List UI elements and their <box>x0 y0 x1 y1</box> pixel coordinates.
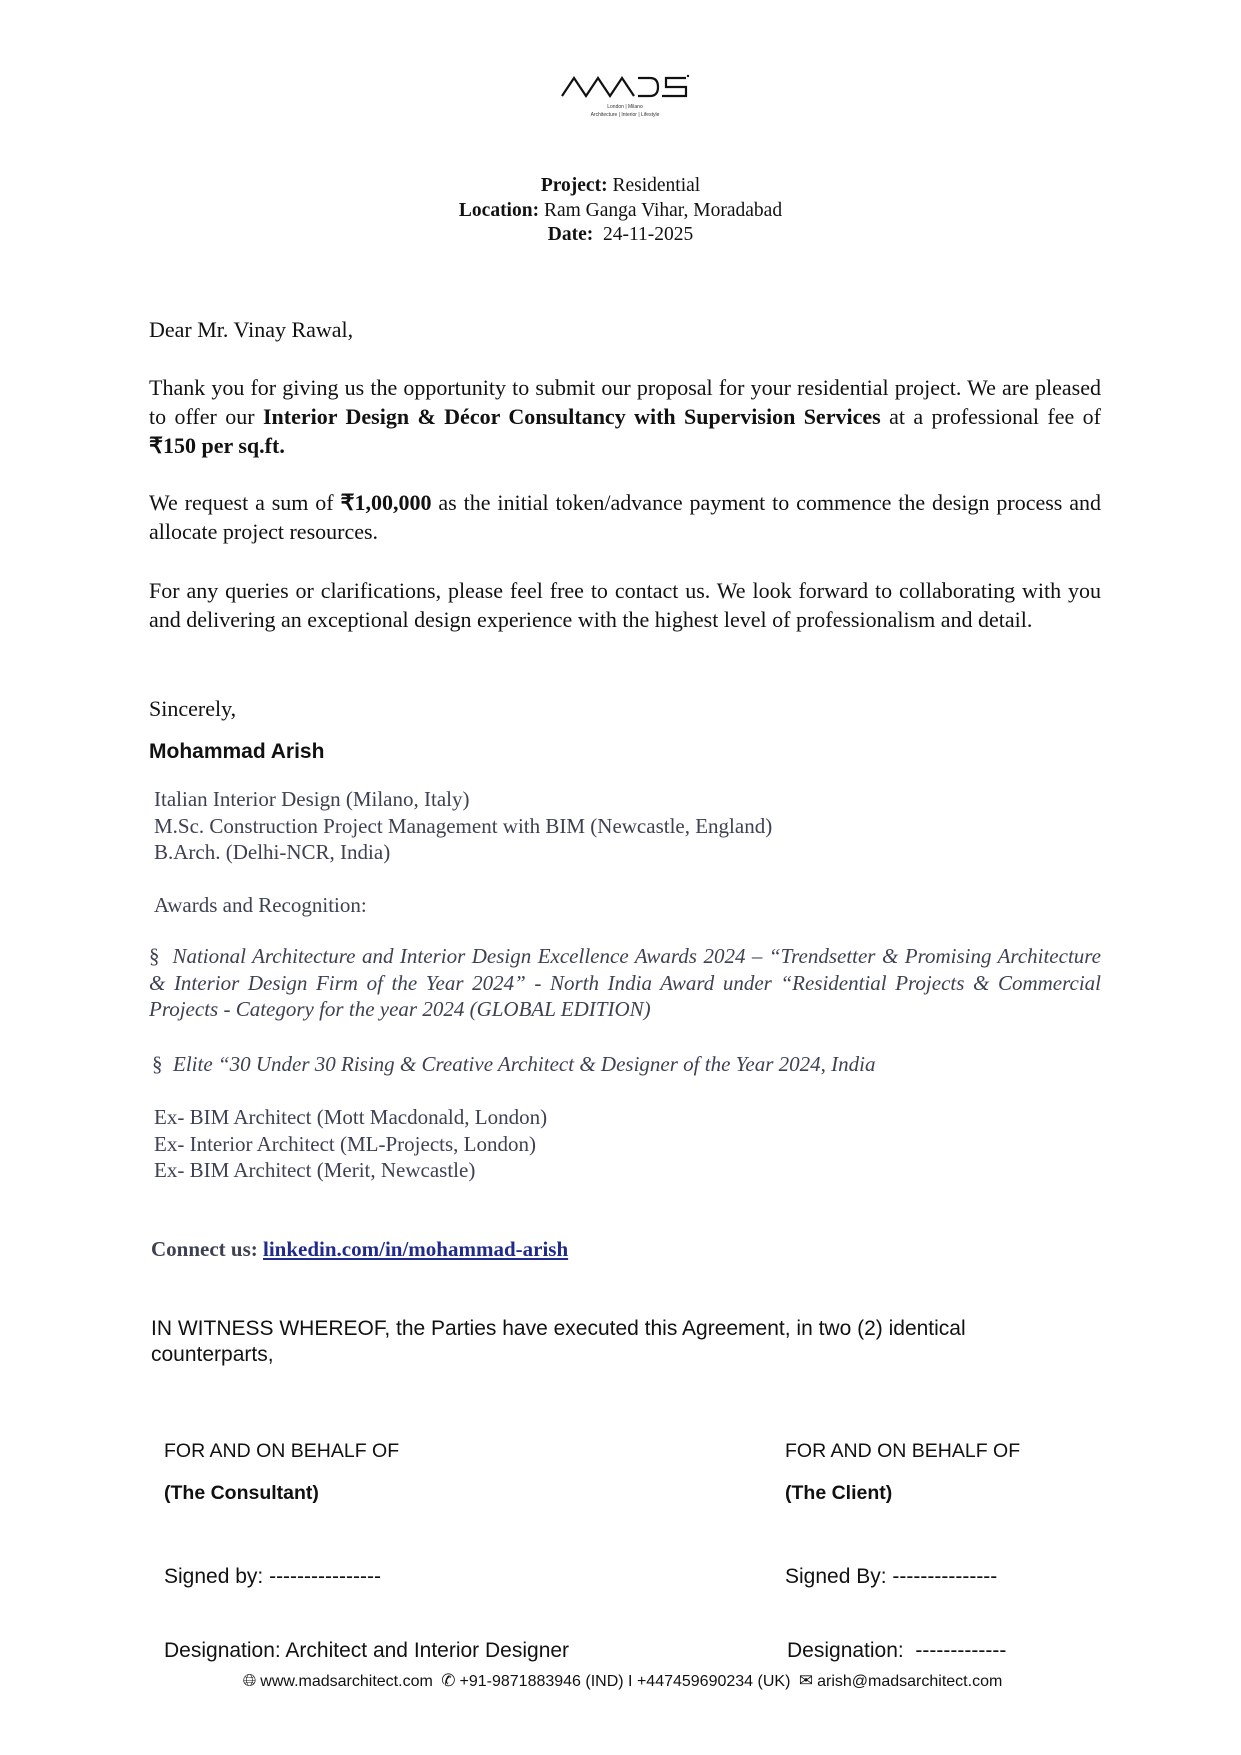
email[interactable]: arish@madsarchitect.com <box>817 1673 1003 1690</box>
award-item <box>152 1050 875 1079</box>
witness-clause: IN WITNESS WHEREOF, the Parties have executed this Agreement, in two (2) identical counterparts, <box>151 1317 966 1366</box>
award-text: National Architecture and Interior Design Excellence Awards 2024 – “Trendsetter & Promising Architecture & Interior Design Firm of the Year 2024” - North India Award under “Residential Projects & Commercial Projects - Category for the year 2024 (GLOBAL EDITION) <box>149 944 1102 1021</box>
date-label: Date: <box>547 224 594 245</box>
phone-numbers: +91-9871883946 (IND) I +447459690234 (UK) <box>459 1673 791 1690</box>
closing: Sincerely, <box>149 696 237 721</box>
signer-name: Mohammad Arish <box>149 740 325 763</box>
qualification: Italian Interior Design (Milano, Italy) <box>154 787 470 811</box>
experience-item: Ex- BIM Architect (Mott Macdonald, London) <box>154 1105 548 1129</box>
client-signed: Signed By: --------------- <box>785 1565 998 1588</box>
location-line <box>0 199 1241 223</box>
client-behalf: FOR AND ON BEHALF OF <box>785 1440 1021 1462</box>
linkedin-link[interactable]: linkedin.com/in/mohammad-arish <box>263 1237 569 1261</box>
advance-amount: ₹1,00,000 <box>340 490 432 515</box>
qualification: M.Sc. Construction Project Management with BIM (Newcastle, England) <box>154 813 773 838</box>
advance-text-2: as the initial token/advance payment to commence the design process and allocate project resources. <box>149 490 1101 544</box>
project-value: Residential <box>607 175 701 196</box>
qualifications <box>154 786 772 866</box>
section-bullet-icon: § <box>149 944 160 968</box>
footer-contact <box>0 1671 1241 1692</box>
advance-text: We request a sum of <box>149 490 341 515</box>
award-text: Elite “30 Under 30 Rising & Creative Architect & Designer of the Year 2024, India <box>173 1052 876 1076</box>
envelope-icon: ✉︎ <box>798 1671 814 1690</box>
phone-icon: ✆ <box>441 1671 456 1690</box>
mads-logo-mark <box>560 74 690 98</box>
offer-text-2: at a professional fee of <box>880 404 1101 429</box>
location-label: Location: <box>458 200 540 221</box>
project-label: Project: <box>540 175 608 196</box>
qualification: B.Arch. (Delhi-NCR, India) <box>154 840 391 864</box>
client-designation: Designation: ------------- <box>787 1639 1007 1662</box>
award-item <box>149 943 1101 1023</box>
connect-line <box>151 1235 568 1264</box>
date-value: 24-11-2025 <box>593 224 694 245</box>
experience-item: Ex- BIM Architect (Merit, Newcastle) <box>154 1158 476 1182</box>
fee: ₹150 per sq.ft. <box>149 433 285 458</box>
connect-label: Connect us: <box>151 1237 264 1261</box>
experience <box>154 1104 547 1184</box>
location-value: Ram Ganga Vihar, Moradabad <box>539 200 783 221</box>
consultant-party: (The Consultant) <box>164 1482 319 1504</box>
project-line <box>0 174 1241 198</box>
paragraph-offer <box>149 373 1101 460</box>
service-name: Interior Design & Décor Consultancy with Supervision Services <box>262 404 881 429</box>
consultant-behalf: FOR AND ON BEHALF OF <box>164 1440 400 1462</box>
website[interactable]: www.madsarchitect.com <box>260 1673 433 1690</box>
section-bullet-icon: § <box>152 1052 163 1076</box>
company-logo <box>555 74 695 119</box>
experience-item: Ex- Interior Architect (ML-Projects, London) <box>154 1131 536 1156</box>
logo-tagline: Architecture | Interior | Lifestyle <box>590 112 660 118</box>
logo-tagline-cities: London | Milano <box>607 104 643 110</box>
date-line <box>0 223 1241 247</box>
salutation: Dear Mr. Vinay Rawal, <box>149 317 354 342</box>
client-party: (The Client) <box>785 1482 893 1504</box>
paragraph-advance <box>149 488 1101 546</box>
offer-text: Thank you for giving us the opportunity to submit our proposal for your residential project. We are pleased to offer our <box>149 375 1101 429</box>
awards-heading: Awards and Recognition: <box>154 893 367 917</box>
consultant-designation: Designation: Architect and Interior Designer <box>164 1639 570 1662</box>
paragraph-contact: For any queries or clarifications, please feel free to contact us. We look forward to collaborating with you and delivering an exceptional design experience with the highest level of professionalism and detail. <box>149 578 1101 632</box>
globe-icon: 🌐︎ <box>242 1671 257 1690</box>
consultant-signed: Signed by: ---------------- <box>164 1565 381 1588</box>
